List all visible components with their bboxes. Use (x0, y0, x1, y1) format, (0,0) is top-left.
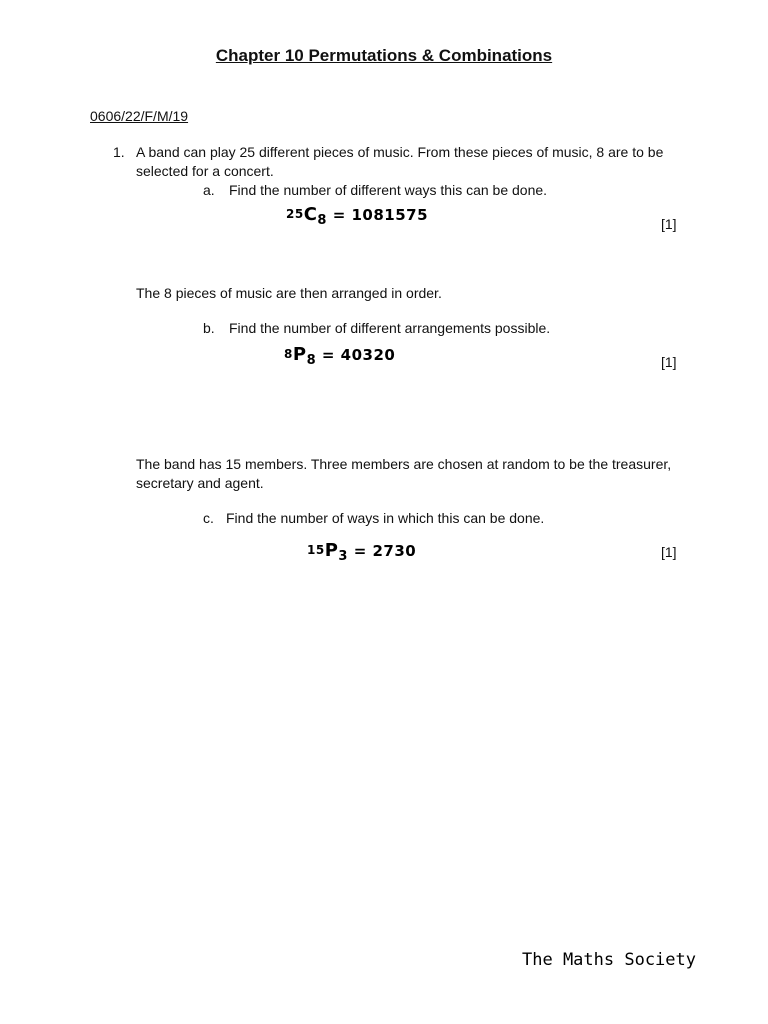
part-a-letter: a. (203, 182, 215, 198)
part-c-letter: c. (203, 510, 214, 526)
part-b-context: The 8 pieces of music are then arranged in order. (136, 285, 442, 301)
answer-a-subscript: 8 (317, 213, 327, 228)
answer-a-value: = 1081575 (332, 206, 429, 224)
part-c-handwritten-answer (307, 540, 417, 564)
answer-a-superscript: 25 (286, 207, 304, 221)
answer-b-superscript: 8 (284, 347, 293, 361)
part-c-prompt: Find the number of ways in which this can be done. (226, 510, 545, 526)
part-c-context: The band has 15 members. Three members are chosen at random to be the treasurer, secretary and agent. (136, 456, 672, 491)
part-b-handwritten-answer (284, 344, 396, 368)
answer-a-symbol: C (303, 204, 318, 225)
part-b-marks: [1] (661, 354, 677, 370)
answer-c-superscript: 15 (307, 543, 325, 557)
part-a-prompt: Find the number of different ways this can be done. (229, 182, 548, 198)
answer-c-symbol: P (324, 540, 339, 561)
part-a-handwritten-answer (286, 204, 429, 228)
answer-c-subscript: 3 (338, 549, 348, 564)
part-b-letter: b. (203, 320, 215, 336)
question-intro: A band can play 25 different pieces of music. From these pieces of music, 8 are to be selected for a concert. (136, 144, 664, 179)
answer-b-value: = 40320 (321, 346, 396, 364)
answer-c-value: = 2730 (353, 542, 417, 560)
part-a-marks: [1] (661, 216, 677, 232)
answer-b-symbol: P (292, 344, 307, 365)
footer-society-name: The Maths Society (522, 950, 696, 970)
paper-reference: 0606/22/F/M/19 (90, 108, 189, 124)
answer-b-subscript: 8 (306, 353, 317, 368)
question-number: 1. (113, 144, 125, 160)
part-c-marks: [1] (661, 544, 677, 560)
page-title: Chapter 10 Permutations & Combinations (215, 46, 553, 65)
part-b-prompt: Find the number of different arrangements possible. (229, 320, 551, 336)
